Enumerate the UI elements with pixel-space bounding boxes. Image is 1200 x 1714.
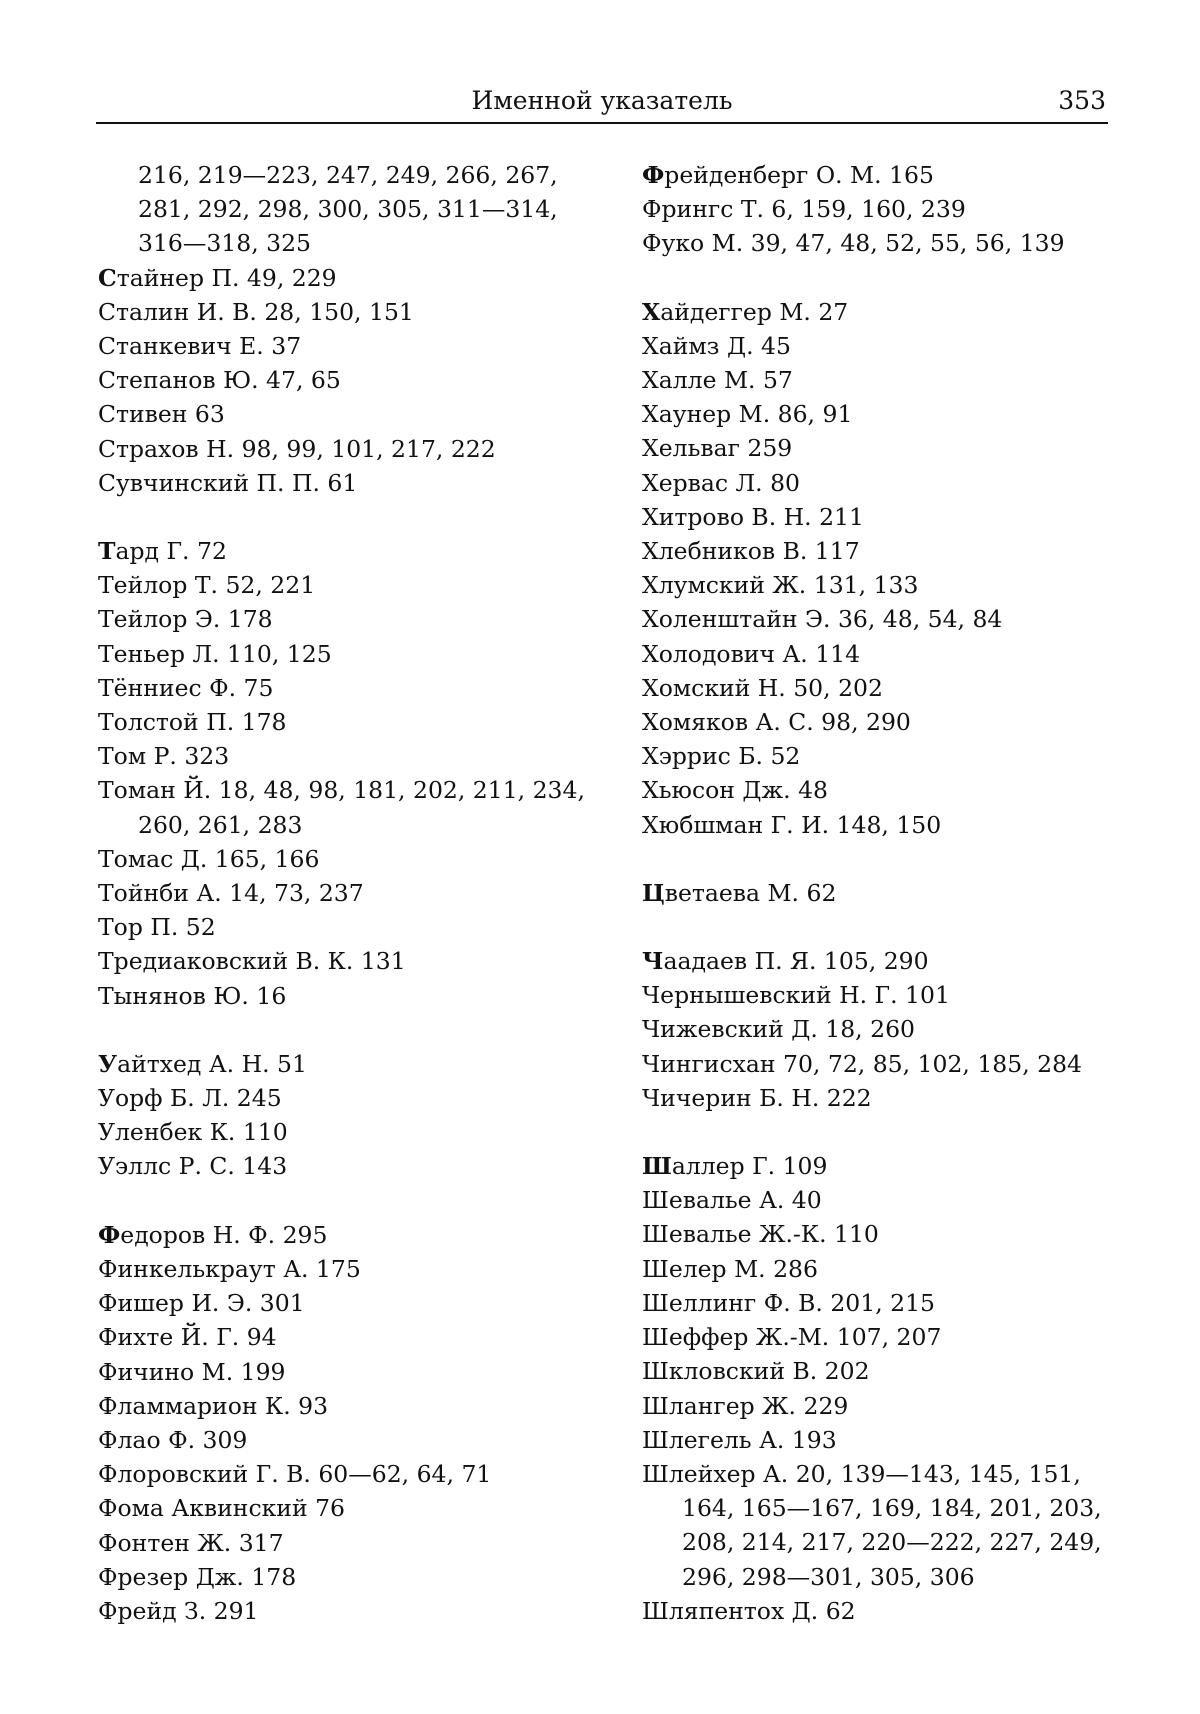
index-entry: Хэррис Б. 52 — [642, 742, 801, 771]
index-entry: Чернышевский Н. Г. 101 — [642, 981, 950, 1010]
index-entry: Уорф Б. Л. 245 — [98, 1084, 282, 1113]
index-entry: Флао Ф. 309 — [98, 1425, 248, 1454]
index-entry: Тённиес Ф. 75 — [98, 673, 274, 702]
index-entry: Холенштайн Э. 36, 48, 54, 84 — [642, 605, 1003, 634]
index-entry: Чичерин Б. Н. 222 — [642, 1083, 872, 1112]
header-title: Именной указатель — [471, 86, 733, 115]
index-entry: Уэллс Р. С. 143 — [98, 1152, 288, 1181]
index-entry: Фрейденберг О. М. 165 — [642, 161, 934, 189]
index-entry: Шевалье А. 40 — [642, 1186, 822, 1215]
index-entry: Хомяков А. С. 98, 290 — [642, 708, 911, 737]
index-entry: Чижевский Д. 18, 260 — [642, 1015, 915, 1044]
index-entry: Чингисхан 70, 72, 85, 102, 185, 284 — [642, 1049, 1082, 1078]
index-entry: Хомский Н. 50, 202 — [642, 673, 883, 702]
index-entry: Томас Д. 165, 166 — [98, 844, 320, 873]
index-column-left — [98, 158, 588, 1662]
letter-group — [642, 1149, 1122, 1628]
index-entry: Хитрово В. Н. 211 — [642, 502, 864, 531]
letter-group — [98, 1047, 588, 1184]
index-entry: Финкелькраут А. 175 — [98, 1254, 361, 1283]
index-entry: Тейлор Э. 178 — [98, 605, 273, 634]
index-entry: Хайдеггер М. 27 — [642, 297, 849, 326]
index-entry: Фонтен Ж. 317 — [98, 1528, 284, 1557]
index-entry: Тредиаковский В. К. 131 — [98, 947, 406, 976]
index-entry: Страхов Н. 98, 99, 101, 217, 222 — [98, 434, 496, 463]
index-entry: Холодович А. 114 — [642, 639, 861, 668]
index-entry: Фома Аквинский 76 — [98, 1494, 346, 1523]
index-entry: Флоровский Г. В. 60—62, 64, 71 — [98, 1460, 492, 1489]
index-entry: Халле М. 57 — [642, 366, 793, 395]
index-entry: Фуко М. 39, 47, 48, 52, 55, 56, 139 — [642, 229, 1065, 258]
index-entry: Хаунер М. 86, 91 — [642, 400, 853, 429]
index-entry: Шеффер Ж.-М. 107, 207 — [642, 1323, 942, 1352]
index-entry: Хлебников В. 117 — [642, 537, 860, 566]
letter-group — [642, 944, 1122, 1115]
index-entry: Фишер И. Э. 301 — [98, 1289, 305, 1318]
index-entry: Тард Г. 72 — [98, 537, 227, 566]
index-entry: Уайтхед А. Н. 51 — [98, 1049, 307, 1078]
index-entry: Тойнби А. 14, 73, 237 — [98, 879, 364, 908]
letter-group — [98, 158, 588, 500]
index-entry: Степанов Ю. 47, 65 — [98, 366, 341, 395]
letter-group — [98, 534, 588, 1013]
index-entry: Фичино М. 199 — [98, 1357, 286, 1386]
index-entry: Федоров Н. Ф. 295 — [98, 1220, 328, 1249]
index-entry: Фрейд З. 291 — [98, 1596, 259, 1625]
index-entry: Шлегель А. 193 — [642, 1425, 837, 1454]
index-entry: Хьюсон Дж. 48 — [642, 776, 828, 805]
index-entry: Тейлор Т. 52, 221 — [98, 571, 316, 600]
index-entry: Фрезер Дж. 178 — [98, 1562, 297, 1591]
index-entry: Станкевич Е. 37 — [98, 332, 302, 361]
index-entry: Хаймз Д. 45 — [642, 331, 791, 360]
index-entry: Хельваг 259 — [642, 434, 793, 463]
index-entry: Теньер Л. 110, 125 — [98, 639, 332, 668]
index-entry: Сталин И. В. 28, 150, 151 — [98, 297, 414, 326]
index-entry: Сувчинский П. П. 61 — [98, 468, 358, 497]
letter-group — [642, 158, 1122, 261]
letter-group — [642, 876, 1122, 910]
index-entry: Шаллер Г. 109 — [642, 1152, 828, 1181]
index-entry: Томан Й. 18, 48, 98, 181, 202, 211, 234, 260, 261, 283 — [98, 776, 585, 839]
index-entry: Фламмарион К. 93 — [98, 1391, 329, 1420]
index-entry: Шеллинг Ф. В. 201, 215 — [642, 1288, 935, 1317]
index-entry: Хюбшман Г. И. 148, 150 — [642, 810, 942, 839]
index-entry: Шелер М. 286 — [642, 1254, 818, 1283]
running-header — [96, 82, 1108, 124]
index-entry-continuation: 216, 219—223, 247, 249, 266, 267, 281, 292, 298, 300, 305, 311—314, 316—318, 325 — [138, 161, 558, 258]
index-entry: Цветаева М. 62 — [642, 878, 837, 907]
letter-group — [98, 1218, 588, 1628]
index-entry: Фрингс Т. 6, 159, 160, 239 — [642, 195, 966, 224]
index-entry: Тынянов Ю. 16 — [98, 981, 287, 1010]
index-column-right — [642, 158, 1122, 1662]
index-entry: Фихте Й. Г. 94 — [98, 1323, 277, 1352]
letter-group — [642, 295, 1122, 842]
index-entry: Шлангер Ж. 229 — [642, 1391, 849, 1420]
index-entry: Шевалье Ж.-К. 110 — [642, 1220, 879, 1249]
index-entry: Том Р. 323 — [98, 742, 230, 771]
index-entry: Стайнер П. 49, 229 — [98, 263, 337, 292]
index-entry: Уленбек К. 110 — [98, 1118, 288, 1147]
index-entry: Чаадаев П. Я. 105, 290 — [642, 947, 929, 976]
index-entry: Тор П. 52 — [98, 913, 216, 942]
index-entry: Шлейхер А. 20, 139—143, 145, 151, 164, 165—167, 169, 184, 201, 203, 208, 214, 217, 220—222, 227, 249, 296, 298—301, 305, 306 — [642, 1459, 1102, 1591]
index-entry: Стивен 63 — [98, 400, 225, 429]
index-entry: Хервас Л. 80 — [642, 468, 801, 497]
index-entry: Хлумский Ж. 131, 133 — [642, 571, 919, 600]
index-entry: Шкловский В. 202 — [642, 1357, 870, 1386]
page-number: 353 — [1058, 86, 1106, 115]
index-entry: Толстой П. 178 — [98, 708, 287, 737]
index-entry: Шляпентох Д. 62 — [642, 1596, 856, 1625]
